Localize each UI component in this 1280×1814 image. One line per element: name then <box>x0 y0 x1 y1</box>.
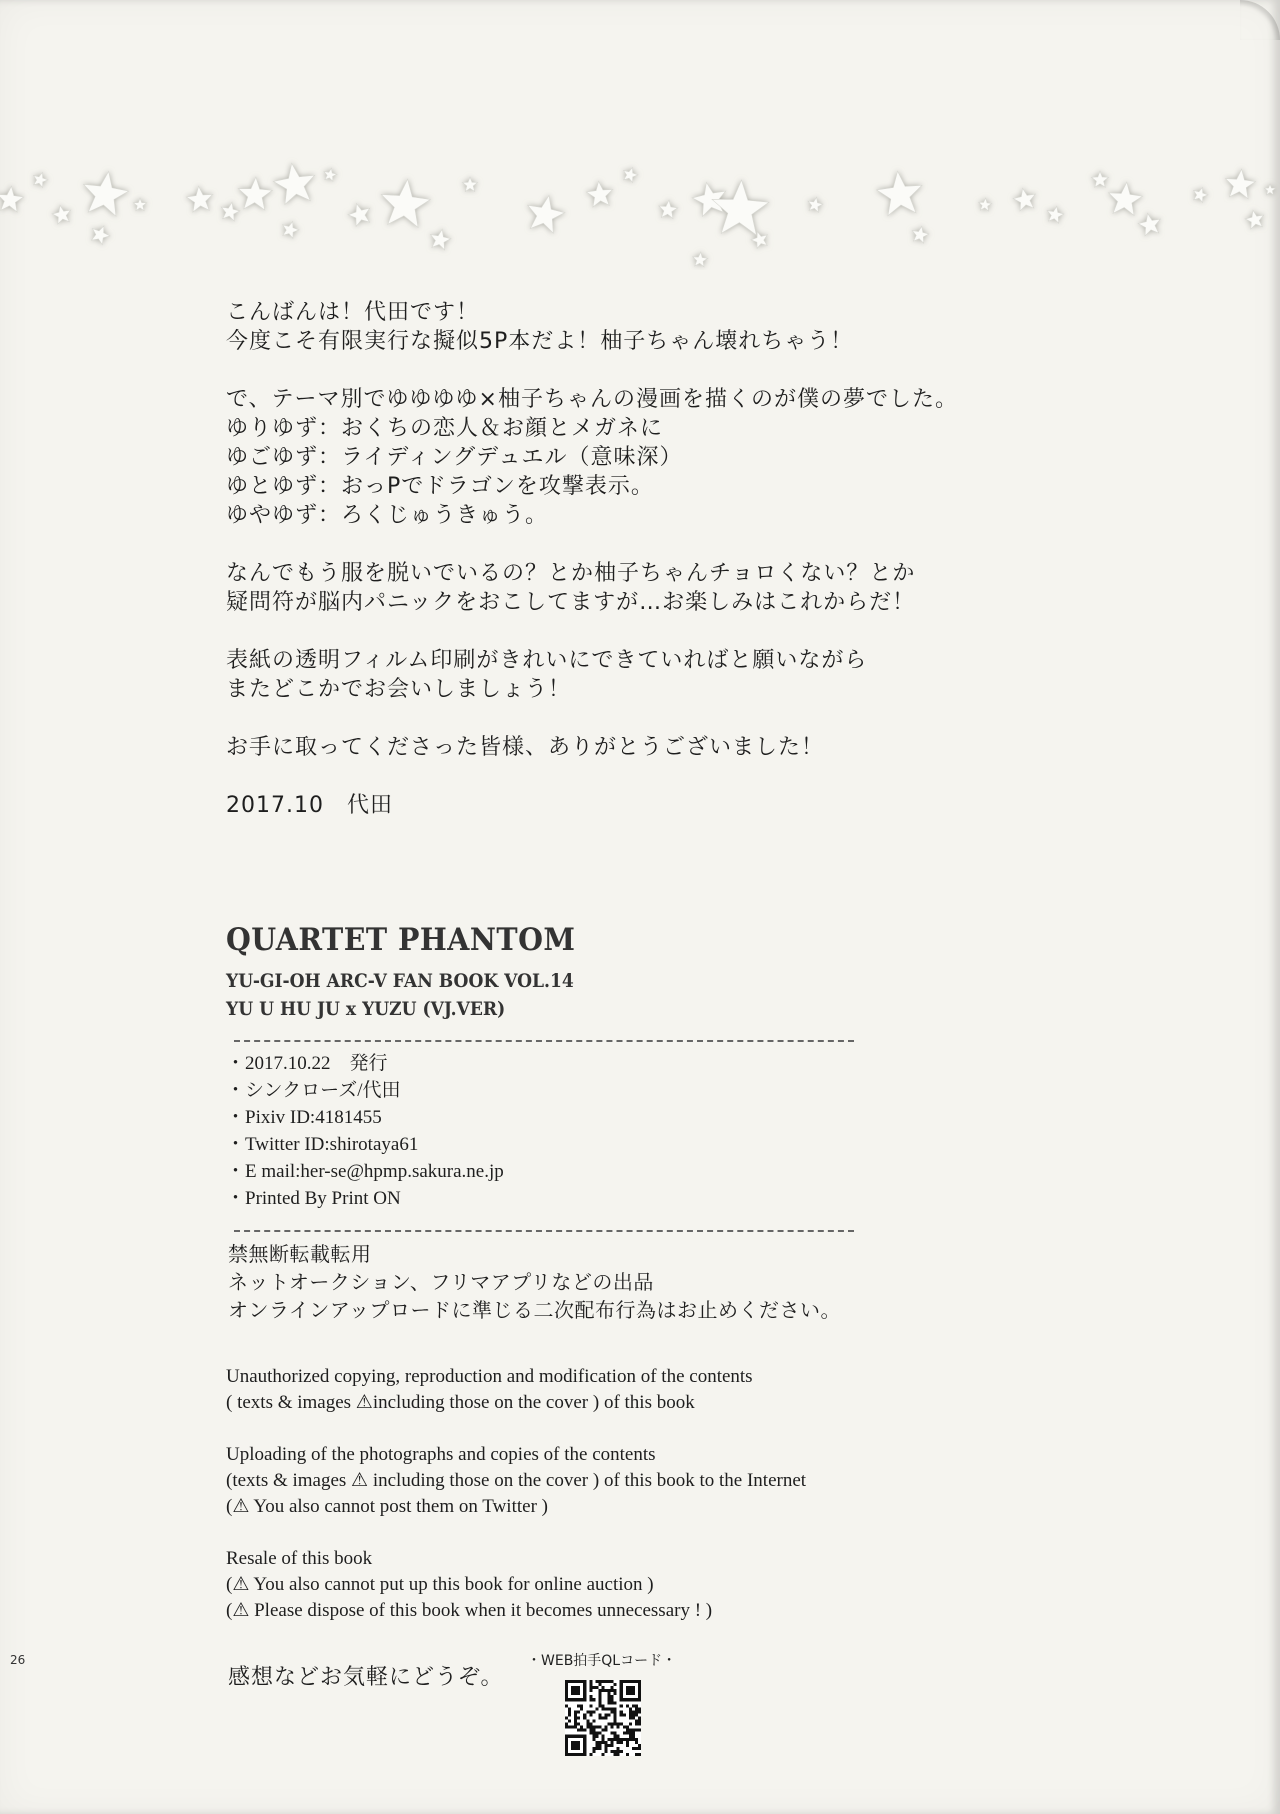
star-shape <box>238 177 272 210</box>
star-shape <box>751 231 767 248</box>
star-shape <box>1194 187 1209 202</box>
star-shape <box>693 252 708 267</box>
notice-en-line: (texts & images ⚠ including those on the cover ) of this book to the Internet <box>226 1470 807 1491</box>
afterword-line: またどこかでお会いしましょう！ <box>226 677 572 702</box>
afterword-line: ゆごゆず：ライディングデュエル（意味深） <box>226 445 683 470</box>
star-shape <box>133 198 146 211</box>
afterword-line: なんでもう服を脱いでいるの？とか柚子ちゃんチョロくない？とか <box>226 561 916 586</box>
notice-en-line: Uploading of the photographs and copies of the contents <box>226 1444 656 1465</box>
star-shape <box>1091 171 1108 187</box>
info-circle: ・シンクローズ/代田 <box>226 1080 401 1101</box>
afterword-line: ゆりゆず：おくちの恋人＆お顔とメガネに <box>226 416 664 441</box>
star-shape <box>1047 206 1064 223</box>
star-shape <box>1109 182 1143 215</box>
afterword-line: 今度こそ有限実行な擬似5P本だよ！柚子ちゃん壊れちゃう！ <box>226 329 854 354</box>
notice-en-line: (⚠ Please dispose of this book when it becomes unnecessary ! ) <box>226 1600 713 1621</box>
star-shape <box>979 198 992 211</box>
notice-english <box>226 1364 806 1624</box>
star-shape <box>0 186 24 212</box>
afterword-line: こんばんは！代田です！ <box>226 300 480 325</box>
star-shape <box>1264 184 1275 195</box>
afterword-line: 疑問符が脳内パニックをおこしてますが…お楽しみはこれからだ！ <box>226 590 916 615</box>
star-shape <box>273 163 314 204</box>
star-shape <box>381 179 430 227</box>
info-printer: ・Printed By Print ON <box>226 1188 401 1209</box>
afterword-line: ゆとゆず：おっPでドラゴンを攻撃表示。 <box>226 474 654 499</box>
info-email: ・E mail:her-se@hpmp.sakura.ne.jp <box>226 1161 504 1182</box>
star-shape <box>52 205 71 224</box>
star-shape <box>91 226 110 245</box>
notice-en-line: ( texts & images ⚠including those on the cover ) of this book <box>226 1392 695 1413</box>
book-subtitle: YU-GI-OH ARC-V FAN BOOK VOL.14 <box>226 970 574 992</box>
star-shape <box>348 204 370 227</box>
star-shape <box>186 186 213 212</box>
qr-code-icon[interactable] <box>565 1680 641 1756</box>
info-pixiv: ・Pixiv ID:4181455 <box>226 1107 382 1128</box>
info-twitter: ・Twitter ID:shirotaya61 <box>226 1134 419 1155</box>
star-shape <box>221 202 240 221</box>
notice-jp-line: オンラインアップロードに準じる二次配布行為はお止めください。 <box>228 1298 841 1322</box>
star-shape <box>430 229 451 250</box>
star-shape <box>586 181 613 207</box>
star-shape <box>1138 213 1160 236</box>
star-shape <box>34 172 49 187</box>
notice-en-line: (⚠ You also cannot post them on Twitter ) <box>226 1496 548 1517</box>
star-shape <box>84 171 129 216</box>
stars-decoration <box>0 140 1280 270</box>
star-shape <box>528 195 565 233</box>
afterword-signature: 2017.10 代田 <box>226 793 393 818</box>
page-number: 26 <box>10 1653 26 1667</box>
star-shape <box>877 171 923 216</box>
star-shape <box>324 168 337 181</box>
notice-en-line: Resale of this book <box>226 1548 373 1569</box>
dashed-divider <box>234 1040 854 1042</box>
qr-caption: ・WEB拍手QLコード・ <box>527 1653 677 1669</box>
feedback-text: 感想などお気軽にどうぞ。 <box>228 1665 504 1690</box>
notice-jp-line: ネットオークション、フリマアプリなどの出品 <box>228 1270 654 1294</box>
notice-en-line: Unauthorized copying, reproduction and modification of the contents <box>226 1366 753 1387</box>
star-shape <box>624 167 639 182</box>
notice-japanese <box>228 1240 841 1324</box>
star-shape <box>659 200 678 219</box>
star-shape <box>1013 188 1035 211</box>
star-shape <box>462 177 477 192</box>
star-shape <box>283 221 299 238</box>
star-shape <box>1225 169 1255 199</box>
publication-info <box>226 1050 504 1212</box>
star-shape <box>808 197 823 212</box>
afterword <box>226 298 1056 820</box>
dashed-divider <box>234 1230 854 1232</box>
notice-en-line: (⚠ You also cannot put up this book for online auction ) <box>226 1574 654 1595</box>
afterword-line: お手に取ってくださった皆様、ありがとうございました！ <box>226 735 825 760</box>
book-subtitle-pairing: YU U HU JU x YUZU (VJ.VER) <box>226 998 506 1020</box>
info-date: ・2017.10.22 発行 <box>226 1053 388 1074</box>
page-corner <box>1240 0 1280 40</box>
star-shape <box>1245 210 1264 229</box>
afterword-line: ゆやゆず：ろくじゅうきゅう。 <box>226 503 549 528</box>
afterword-line: 表紙の透明フィルム印刷がきれいにできていればと願いながら <box>226 648 868 673</box>
notice-jp-line: 禁無断転載転用 <box>228 1242 372 1266</box>
book-title: QUARTET PHANTOM <box>226 922 576 958</box>
afterword-line: で、テーマ別でゆゆゆゆ×柚子ちゃんの漫画を描くのが僕の夢でした。 <box>226 387 958 412</box>
star-shape <box>912 226 929 243</box>
